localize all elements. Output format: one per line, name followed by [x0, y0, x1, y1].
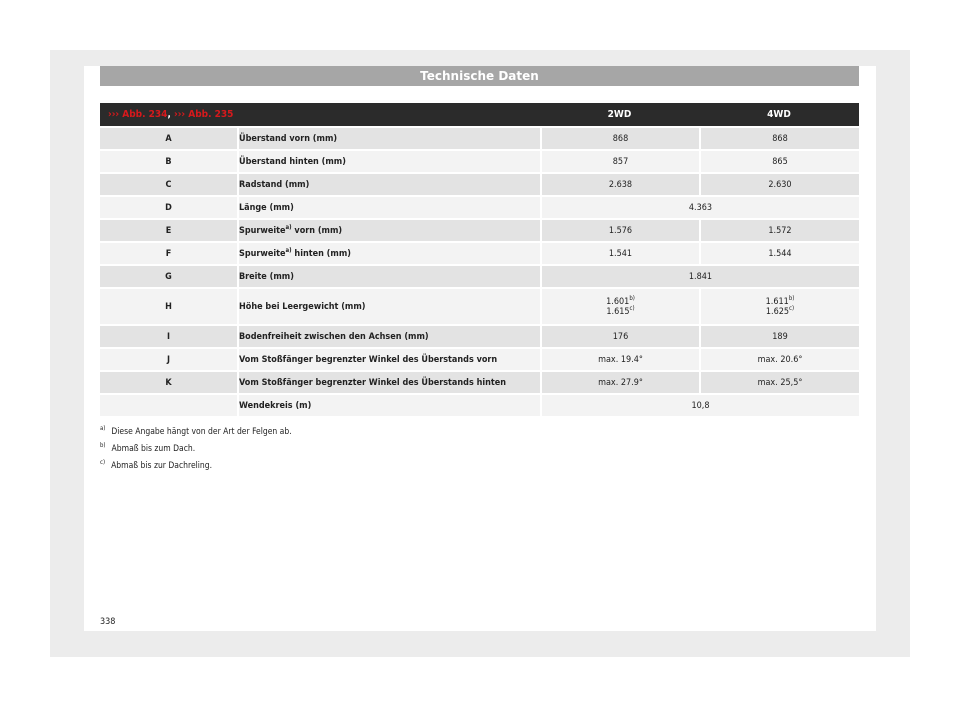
footnote-ref: c) [629, 304, 635, 312]
row-label: Überstand vorn (mm) [237, 128, 540, 149]
page-number: 338 [100, 617, 116, 627]
header-2wd: 2WD [540, 103, 699, 126]
row-key: D [100, 197, 237, 218]
figure-link-235[interactable]: Abb. 235 [188, 109, 234, 120]
value-2wd: 1.576 [540, 220, 699, 241]
row-key: H [100, 289, 237, 324]
footnotes [100, 422, 292, 473]
value-both: 1.841 [540, 266, 859, 287]
value-2wd: max. 27.9° [540, 372, 699, 393]
footnote-text: Abmaß bis zum Dach. [111, 444, 196, 454]
value-2wd: 176 [540, 326, 699, 347]
row-label: Überstand hinten (mm) [237, 151, 540, 172]
table-row [100, 395, 859, 416]
footnote-text: Diese Angabe hängt von der Art der Felgen ab. [111, 427, 292, 437]
section-title: Technische Daten [100, 66, 859, 86]
value-2wd: 857 [540, 151, 699, 172]
header-blank [237, 103, 540, 126]
table-row [100, 128, 859, 149]
value-both: 4.363 [540, 197, 859, 218]
value-4wd: 868 [699, 128, 859, 149]
table-row [100, 243, 859, 264]
row-label [237, 243, 540, 264]
arrow-icon: ››› [108, 109, 120, 120]
row-key: E [100, 220, 237, 241]
table-row [100, 349, 859, 370]
label-text: Spurweite [239, 248, 286, 259]
technical-data-table [100, 101, 859, 418]
figure-link-234[interactable]: Abb. 234 [122, 109, 168, 120]
row-key: C [100, 174, 237, 195]
footnote-mark: c) [100, 459, 106, 466]
row-label: Wendekreis (m) [237, 395, 540, 416]
label-text: hinten (mm) [291, 248, 351, 259]
footnote-mark: a) [100, 425, 106, 432]
footnote-text: Abmaß bis zur Dachreling. [111, 461, 213, 471]
row-label: Vom Stoßfänger begrenzter Winkel des Überstands vorn [237, 349, 540, 370]
figure-reference-cell [100, 103, 237, 126]
row-key: F [100, 243, 237, 264]
value-4wd: 865 [699, 151, 859, 172]
row-key: A [100, 128, 237, 149]
table-row [100, 151, 859, 172]
table-row [100, 289, 859, 324]
footnote-ref: a) [285, 246, 292, 254]
table-row [100, 174, 859, 195]
value-roof: 1.611 [765, 296, 789, 307]
row-label: Bodenfreiheit zwischen den Achsen (mm) [237, 326, 540, 347]
row-key: I [100, 326, 237, 347]
row-label: Höhe bei Leergewicht (mm) [237, 289, 540, 324]
value-2wd: 868 [540, 128, 699, 149]
value-roof: 1.601 [606, 296, 630, 307]
value-4wd [699, 289, 859, 324]
value-roof-rail: 1.625 [765, 306, 790, 317]
table-row [100, 372, 859, 393]
value-4wd: max. 25,5° [699, 372, 859, 393]
footnote-mark: b) [100, 442, 106, 449]
row-key: J [100, 349, 237, 370]
label-text: vorn (mm) [291, 225, 343, 236]
table-row [100, 326, 859, 347]
footnote [100, 422, 292, 439]
footnote-ref: b) [629, 294, 635, 302]
table-header-row [100, 103, 859, 126]
value-2wd: 1.541 [540, 243, 699, 264]
row-label: Radstand (mm) [237, 174, 540, 195]
row-key [100, 395, 237, 416]
value-2wd: max. 19.4° [540, 349, 699, 370]
footnote-ref: a) [285, 223, 292, 231]
row-label [237, 220, 540, 241]
value-4wd: 189 [699, 326, 859, 347]
value-both: 10,8 [540, 395, 859, 416]
table-row [100, 220, 859, 241]
row-label: Breite (mm) [237, 266, 540, 287]
value-4wd: 1.572 [699, 220, 859, 241]
value-2wd [540, 289, 699, 324]
arrow-icon: ››› [174, 109, 186, 120]
row-label: Länge (mm) [237, 197, 540, 218]
value-4wd: max. 20.6° [699, 349, 859, 370]
footnote [100, 456, 292, 473]
footnote-ref: b) [788, 294, 795, 302]
table-row [100, 266, 859, 287]
table-row [100, 197, 859, 218]
value-4wd: 2.630 [699, 174, 859, 195]
ref-separator: , [167, 109, 171, 120]
row-key: G [100, 266, 237, 287]
header-4wd: 4WD [699, 103, 859, 126]
row-key: K [100, 372, 237, 393]
row-label: Vom Stoßfänger begrenzter Winkel des Überstands hinten [237, 372, 540, 393]
value-roof-rail: 1.615 [606, 306, 630, 317]
label-text: Spurweite [239, 225, 286, 236]
footnote [100, 439, 292, 456]
footnote-ref: c) [789, 304, 795, 312]
value-2wd: 2.638 [540, 174, 699, 195]
value-4wd: 1.544 [699, 243, 859, 264]
row-key: B [100, 151, 237, 172]
